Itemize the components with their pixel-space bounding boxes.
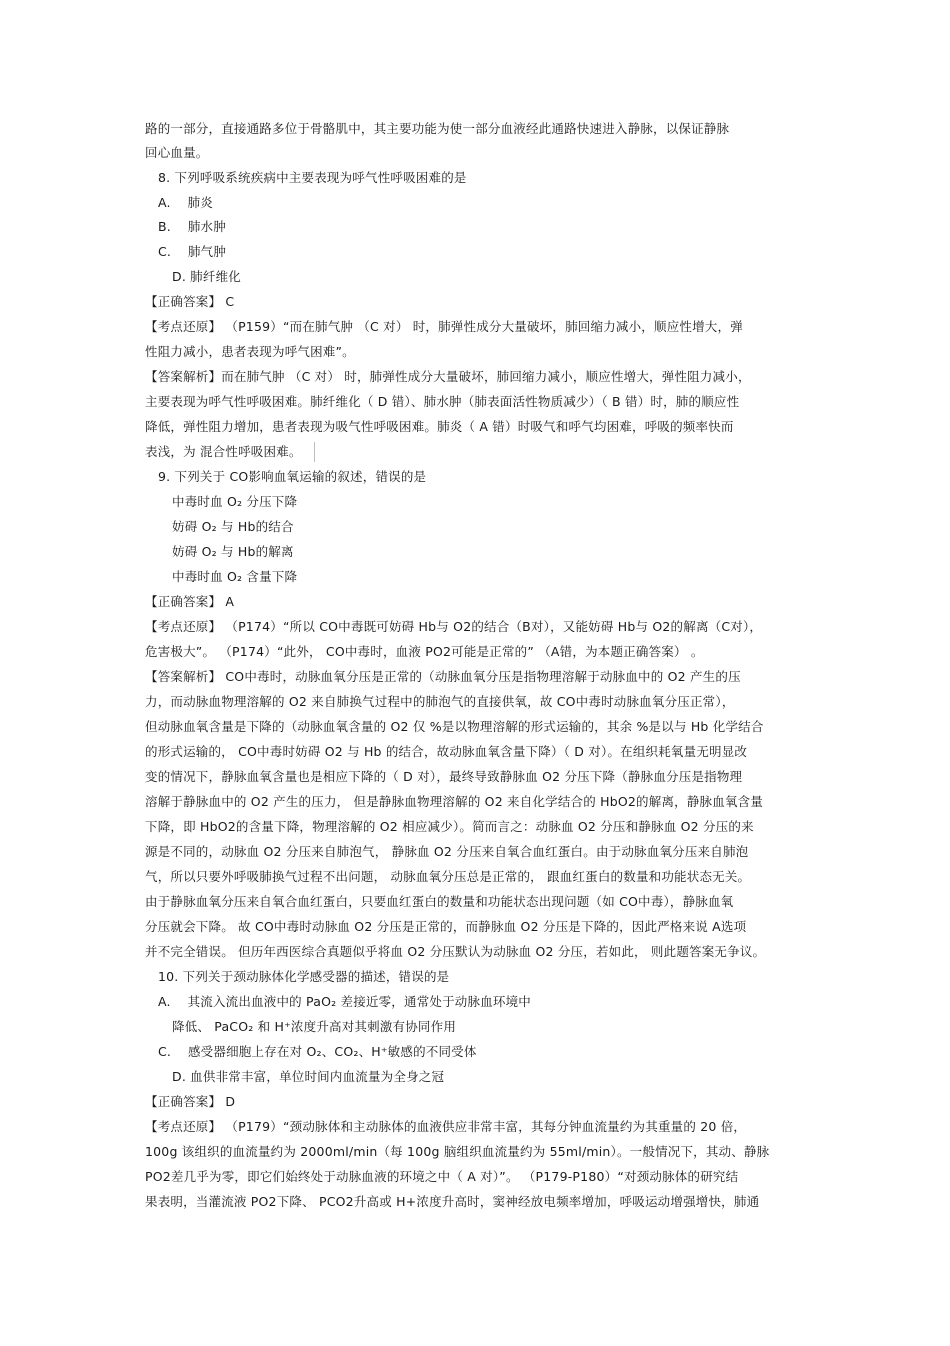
text-line: 力，而动脉血物理溶解的 O2 来自肺换气过程中的肺泡气的直接供氧，故 CO中毒时动脉血氧分压正常），	[145, 694, 735, 709]
text-line: 【考点还原】 （P179）“颈动脉体和主动脉体的血液供应非常丰富，其每分钟血流量约为其重量的 20 倍，	[145, 1119, 747, 1134]
text-line: 的形式运输的， CO中毒时妨碍 O2 与 Hb 的结合，故动脉血氧含量下降）（ D 对）。在组织耗氧量无明显改	[145, 744, 748, 759]
option-a: A. 肺炎	[158, 195, 213, 210]
correct-answer: 【正确答案】 C	[145, 294, 235, 309]
text-line: 由于静脉血氧分压来自氧合血红蛋白，只要血红蛋白的数量和功能状态出现问题（如 CO中毒），静脉血氧	[145, 894, 734, 909]
question-10-stem: 10. 下列关于颈动脉体化学感受器的描述，错误的是	[158, 969, 450, 984]
text-line: 【考点还原】 （P174）“所以 CO中毒既可妨碍 Hb与 O2的结合（B对），又能妨碍 Hb与 O2的解离（C对），	[145, 619, 763, 634]
text-line: 表浅，为 混合性呼吸困难。	[145, 444, 302, 459]
text-line: 果表明，当灌流液 PO2下降、 PCO2升高或 H+浓度升高时，窦神经放电频率增加，呼吸运动增强增快，肺通	[145, 1194, 760, 1209]
question-9-stem: 9. 下列关于 CO影响血氧运输的叙述，错误的是	[158, 469, 427, 484]
text-line: 溶解于静脉血中的 O2 产生的压力， 但是静脉血物理溶解的 O2 来自化学结合的 HbO2的解离，静脉血氧含量	[145, 794, 764, 809]
text-line: 但动脉血氧含量是下降的（动脉血氧含量的 O2 仅 %是以物理溶解的形式运输的，其余 %是以与 Hb 化学结合	[145, 719, 764, 734]
text-line: PO2差几乎为零，即它们始终处于动脉血液的环境之中（ A 对）”。 （P179-P180）“对颈动脉体的研究结	[145, 1169, 739, 1184]
text-line: 下降，即 HbO2的含量下降，物理溶解的 O2 相应减少）。简而言之：动脉血 O2 分压和静脉血 O2 分压的来	[145, 819, 754, 834]
option-line: 中毒时血 O₂ 含量下降	[172, 569, 298, 584]
text-line: 100g 该组织的血流量约为 2000ml/min（每 100g 脑组织血流量约为 55ml/min）。一般情况下，其动、静脉	[145, 1144, 770, 1159]
text-line: 【答案解析】 CO中毒时，动脉血氧分压是正常的（动脉血氧分压是指物理溶解于动脉血中的 O2 产生的压	[145, 669, 741, 684]
text-line: 回心血量。	[145, 145, 209, 160]
text-line: 危害极大”。 （P174）“此外， CO中毒时，血液 PO2可能是正常的” （A错，为本题正确答案） 。	[145, 644, 704, 659]
text-line: 并不完全错误。 但历年西医综合真题似乎将血 O2 分压默认为动脉血 O2 分压，若如此， 则此题答案无争议。	[145, 944, 766, 959]
text-line: 降低，弹性阻力增加，患者表现为吸气性呼吸困难。肺炎（ A 错）时吸气和呼气均困难，呼吸的频率快而	[145, 419, 734, 434]
text-line: 【考点还原】 （P159）“而在肺气肿 （C 对） 时，肺弹性成分大量破坏，肺回缩力减小，顺应性增大，弹	[145, 319, 743, 334]
text-line: 主要表现为呼气性呼吸困难。肺纤维化（ D 错）、肺水肿（肺表面活性物质减少）（ B 错）时，肺的顺应性	[145, 394, 740, 409]
text-line: 源是不同的，动脉血 O2 分压来自肺泡气， 静脉血 O2 分压来自氧合血红蛋白。由于动脉血氧分压来自肺泡	[145, 844, 749, 859]
question-8-stem: 8. 下列呼吸系统疾病中主要表现为呼气性呼吸困难的是	[158, 170, 467, 185]
text-cursor-mark	[314, 442, 315, 462]
text-line: 性阻力减小，患者表现为呼气困难”。	[145, 344, 355, 359]
option-a: A. 其流入流出血液中的 PaO₂ 差接近零，通常处于动脉血环境中	[158, 994, 532, 1009]
option-line: 降低、 PaCO₂ 和 H⁺浓度升高对其刺激有协同作用	[172, 1019, 457, 1034]
option-c: C. 感受器细胞上存在对 O₂、CO₂、H⁺敏感的不同受体	[158, 1044, 477, 1059]
text-line: 分压就会下降。 故 CO中毒时动脉血 O2 分压是正常的，而静脉血 O2 分压是下降的，因此严格来说 A选项	[145, 919, 747, 934]
option-line: 妨碍 O₂ 与 Hb的解离	[172, 544, 294, 559]
option-b: B. 肺水肿	[158, 219, 226, 234]
text-line: 变的情况下，静脉血氧含量也是相应下降的（ D 对），最终导致静脉血 O2 分压下降（静脉血分压是指物理	[145, 769, 743, 784]
text-line: 气，所以只要外呼吸肺换气过程不出问题， 动脉血氧分压总是正常的， 跟血红蛋白的数量和功能状态无关。	[145, 869, 751, 884]
option-d: D. 血供非常丰富，单位时间内血流量为全身之冠	[172, 1069, 445, 1084]
option-line: 中毒时血 O₂ 分压下降	[172, 494, 298, 509]
option-d: D. 肺纤维化	[172, 269, 241, 284]
option-c: C. 肺气肿	[158, 244, 227, 259]
correct-answer: 【正确答案】 A	[145, 594, 235, 609]
correct-answer: 【正确答案】 D	[145, 1094, 236, 1109]
option-line: 妨碍 O₂ 与 Hb的结合	[172, 519, 294, 534]
text-line: 【答案解析】而在肺气肿 （C 对） 时，肺弹性成分大量破坏，肺回缩力减小，顺应性增大，弹性阻力减小，	[145, 369, 751, 384]
text-line: 路的一部分，直接通路多位于骨骼肌中，其主要功能为使一部分血液经此通路快速进入静脉，以保证静脉	[145, 121, 730, 136]
